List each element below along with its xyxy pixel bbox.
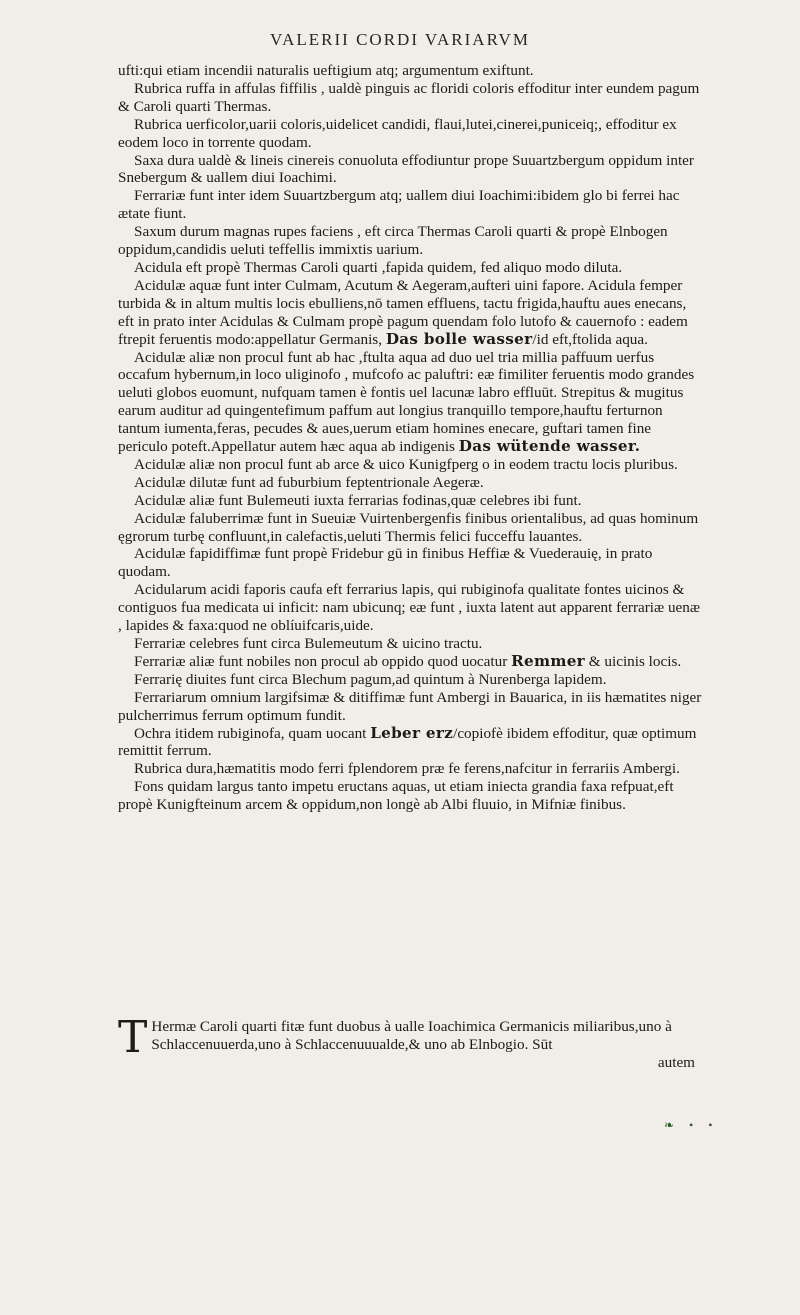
printer-ornament: ❧ • • (664, 1118, 719, 1132)
paragraph: ufti:qui etiam incendii naturalis ueftigium atq; argumentum exiftunt. (118, 62, 534, 79)
german-term: Das bolle wasser (385, 329, 533, 348)
paragraph-text: /copiofè ibidem effoditur, quæ optimum remittit ferrum. (118, 724, 697, 760)
paragraph (118, 277, 703, 349)
drop-initial: T (118, 1012, 148, 1063)
paragraph: Rubrica dura,hæmatitis modo ferri fplendorem præ fe ferens,nafcitur in ferrariis Ambergi. (134, 760, 680, 778)
paragraph: Ferrariæ funt inter idem Suuartzbergum atq; uallem diui Ioachimi:ibidem glo bi ferrei hac ætate fiunt. (118, 187, 680, 223)
paragraph (118, 349, 703, 456)
paragraph-text: & uicinis locis. (588, 652, 682, 670)
paragraph (118, 653, 703, 671)
paragraph-text: Acidulæ aliæ non procul funt ab hac ,ftulta aqua ad duo uel tria millia paffuum uerfus occafum hybernum,in loco uliginofo , mufcofo ac paluftri: eæ fimiliter feruentis modo grandes ueluti globos euomunt, nufquam tamen è fontis uel lacunæ labro effluūt. Strepitus & mugitus earum auditur ad quingentefimum paffum aut longius tranquillo tempore,hauftu ferturnon tantum iumenta,feras, pecudes & aues,uerum etiam homines enecare, guftari tamen fine periculo poteft.Appellatur autem hæc aqua ab indigenis (118, 348, 695, 456)
paragraph: Ferrariarum omnium largifsimæ & ditiffimæ funt Ambergi in Bauarica, in iis hæmatites niger pulcherrimus ferrum optimum fundit. (118, 688, 702, 724)
paragraph: Acidulæ dilutæ funt ad fuburbium feptentrionale Aegeræ. (134, 473, 484, 491)
paragraph: Ferrarię diuites funt circa Blechum pagum,ad quintum à Nurenberga lapidem. (134, 670, 607, 688)
paragraph (118, 725, 703, 761)
paragraph: Acidula eft propè Thermas Caroli quarti ,fapida quidem, fed aliquo modo diluta. (134, 258, 623, 276)
main-text (118, 62, 703, 814)
paragraph: Acidulæ aliæ funt Bulemeuti iuxta ferrarias fodinas,quæ celebres ibi funt. (134, 491, 582, 509)
paragraph: Acidulæ aliæ non procul funt ab arce & uico Kunigfperg o in eodem tractu locis pluribus. (134, 455, 678, 473)
paragraph: Saxum durum magnas rupes faciens , eft circa Thermas Caroli quarti & propè Elnbogen oppidum,candidis ueluti teffellis immixtis uarium. (118, 223, 668, 259)
paragraph-text: Hermæ Caroli quarti fitæ funt duobus à ualle Ioachimica Germanicis miliaribus,uno à Schlaccenuuerda,uno à Schlaccenuuualde,& uno ab Elnbogio. Sūt (151, 1018, 672, 1053)
paragraph: Ferrariæ celebres funt circa Bulemeutum & uicino tractu. (134, 635, 483, 652)
catchword: autem (657, 1053, 695, 1071)
paragraph-text: Ferrariæ aliæ funt nobiles non procul ab oppido quod uocatur (134, 652, 508, 670)
paragraph: Rubrica ruffa in affulas fiffilis , ualdè pinguis ac floridi coloris effoditur inter eundem pagum & Caroli quarti Thermas. (118, 79, 700, 115)
paragraph: Saxa dura ualdè & lineis cinereis conuoluta effodiuntur prope Suuartzbergum oppidum inter Snebergum & uallem diui Ioachimi. (118, 151, 694, 187)
paragraph: Acidularum acidi faporis caufa eft ferrarius lapis, qui rubiginofa qualitate fontes uicinos & contiguos fua medicata ui inficit: nam ubicunq; eæ funt , iuxta latent aut apparent ferrariæ uenæ , lapides & faxa:quod ne oblíuifcaris,uide. (118, 581, 701, 635)
german-term: Leber erz (370, 723, 454, 742)
paragraph: Fons quidam largus tanto impetu eructans aquas, ut etiam iniecta grandia faxa refpuat,eft propè Kunigfteinum arcem & oppidum,non longè ab Albi fluuio, in Mifniæ finibus. (118, 778, 674, 814)
running-head: VALERII CORDI VARIARVM (270, 30, 530, 49)
german-term: Remmer (511, 651, 585, 670)
paragraph-text: Ochra itidem rubiginofa, quam uocant (134, 724, 367, 742)
german-term: Das wütende wasser. (458, 437, 641, 456)
term-gloss: /id eft,ftolida aqua. (532, 330, 648, 348)
thermae-section (118, 1012, 703, 1072)
paragraph: Rubrica uerficolor,uarii coloris,uidelicet candidi, flaui,lutei,cinerei,puniceiq;, effoditur ex eodem loco in torrente quodam. (118, 115, 677, 151)
paragraph-text: Acidulæ aquæ funt inter Culmam, Acutum & Aegeram,aufteri uini fapore. Acidula femper turbida & in altum multis locis ebulliens,nō tamen effluens, tactu frigida,hauftu aues enecans, eft in prato inter Acidulas & Culmam propè pagum quendam folo lutofo & cauernofo : eadem ftrepit feruentis modo:appellatur Germanis, (118, 276, 688, 348)
paragraph: Acidulæ fapidiffimæ funt propè Fridebur gū in finibus Heffiæ & Vuederauię, in prato quodam. (118, 545, 653, 581)
paragraph: Acidulæ faluberrimæ funt in Sueuiæ Vuirtenbergenfis finibus orientalibus, ad quas hominum ęgrorum turbę confluunt,in calefactis,ueluti Thermis felici fucceffu lauantes. (118, 509, 699, 545)
